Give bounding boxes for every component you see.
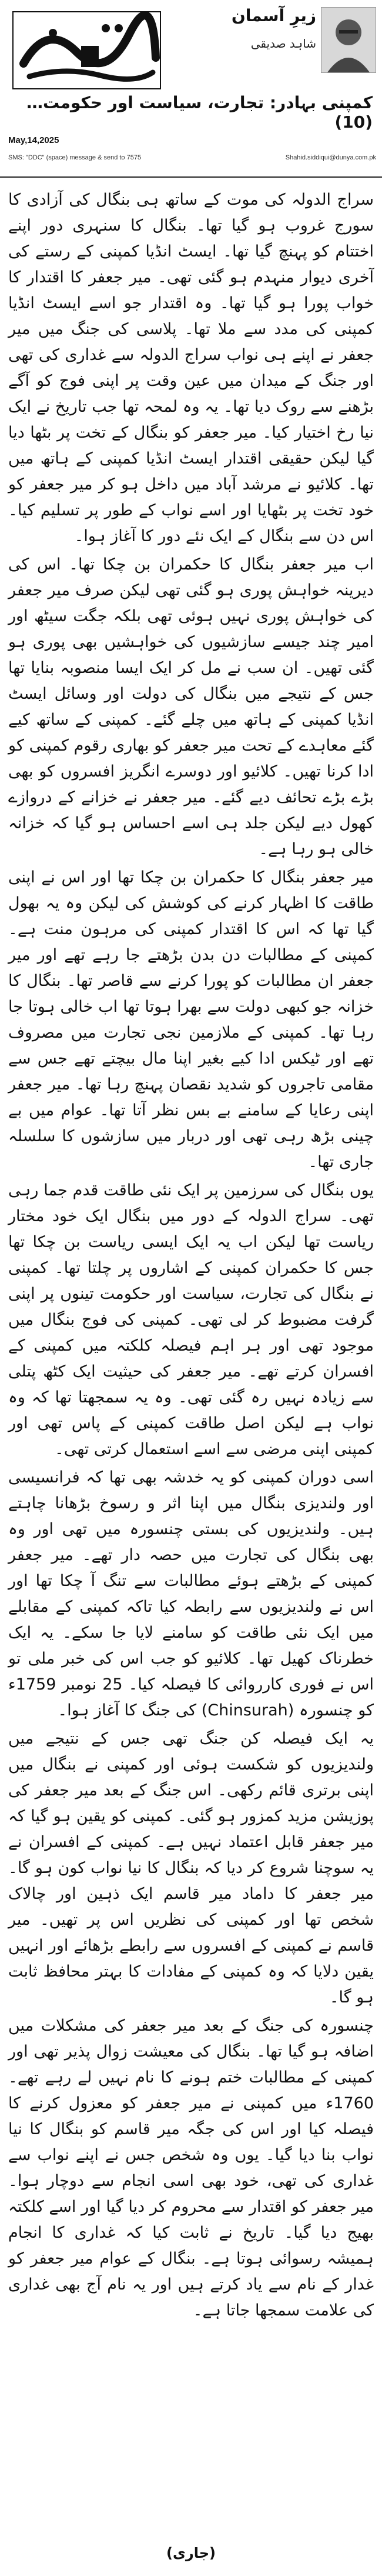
article-paragraph: یوں بنگال کی سرزمین پر ایک نئی طاقت قدم جما رہی تھی۔ سراج الدولہ کے دور میں بنگال ایک خود مختار ریاست تھا لیکن اب یہ ایک ایسی ریاست بن چکا تھا جس کا حکمران کمپنی کے اشاروں پر چلتا تھا۔ کمپنی نے بنگال کی تجارت، سیاست اور حکومت تینوں پر اپنی گرفت مضبوط کر لی تھی۔ کمپنی کی فوج بنگال میں موجود تھی اور ہر اہم فیصلہ کلکتہ میں کمپنی کے افسران کرتے تھے۔ میر جعفر کی حیثیت ایک کٹھ پتلی سے زیادہ نہیں رہ گئی تھی۔ وہ یہ سمجھتا تھا کہ وہ نواب ہے لیکن اصل طاقت کمپنی کے پاس تھی اور کمپنی اپنی مرضی سے اسے استعمال کرتی تھی۔ (8, 1181, 374, 1458)
author-email: Shahid.siddiqui@dunya.com.pk (285, 154, 376, 161)
newspaper-logo (12, 11, 162, 90)
article-paragraph: چنسورہ کی جنگ کے بعد میر جعفر کی مشکلات میں اضافہ ہو گیا تھا۔ بنگال کی معیشت زوال پذیر تھی اور کمپنی کے مطالبات ختم ہونے کا نام نہیں لے رہے تھے۔ 1760ء میں کمپنی نے میر جعفر کو معزول کرنے کا فیصلہ کیا اور اس کی جگہ میر قاسم کو بنگال کا نیا نواب بنا دیا گیا۔ یوں وہ شخص جس نے اپنے نواب سے غداری کی تھی، خود بھی اسی انجام سے دوچار ہوا۔ میر جعفر کو اقتدار سے محروم کر دیا گیا اور اسے کلکتہ بھیج دیا گیا۔ تاریخ نے ثابت کیا کہ غداری کا انجام ہمیشہ رسوائی ہوتا ہے۔ بنگال کے عوام میر جعفر کو غدار کے نام سے یاد کرتے ہیں اور یہ نام آج بھی غداری کی علامت سمجھا جاتا ہے۔ (8, 2017, 374, 2320)
publish-date: May,14,2025 (8, 135, 59, 145)
article-paragraph: سراج الدولہ کی موت کے ساتھ ہی بنگال کی آزادی کا سورج غروب ہو گیا تھا۔ بنگال کا سنہری دور اپنے اختتام کو پہنچ گیا تھا۔ ایسٹ انڈیا کمپنی کے رستے کی آخری دیوار منہدم ہو گئی تھی۔ میر جعفر کا اقتدار کا خواب پورا ہو گیا تھا۔ وہ اقتدار جو اسے ایسٹ انڈیا کمپنی کی مدد سے ملا تھا۔ پلاسی کی جنگ میں میر جعفر نے اپنے ہی نواب سراج الدولہ سے غداری کی تھی اور جنگ کے میدان میں عین وقت پر اپنی فوج کو آگے بڑھنے سے روک دیا تھا۔ یہ وہ لمحہ تھا جب تاریخ نے ایک نیا رخ اختیار کیا۔ میر جعفر کو بنگال کے تخت پر بٹھا دیا گیا لیکن حقیقی اقتدار ایسٹ انڈیا کمپنی کے ہاتھ میں تھا۔ کلائیو نے مرشد آباد میں داخل ہو کر میر جعفر کو خود تخت پر بٹھایا اور اسے نواب کے طور پر تسلیم کیا۔ اس دن سے بنگال کے ایک نئے دور کا آغاز ہوا۔ (8, 191, 374, 545)
author-photo (321, 7, 376, 73)
column-header (0, 0, 382, 178)
author-portrait-icon (321, 8, 376, 72)
article-paragraph: میر جعفر بنگال کا حکمران بن چکا تھا اور اس نے اپنی طاقت کا اظہار کرنے کی کوشش کی لیکن وہ یہ بھول گیا تھا کہ اس کا اقتدار کمپنی کی مرہون منت ہے۔ کمپنی کے مطالبات دن بدن بڑھتے جا رہے تھے اور میر جعفر ان مطالبات کو پورا کرنے سے قاصر تھا۔ بنگال کا خزانہ جو کبھی دولت سے بھرا ہوتا تھا اب خالی ہوتا جا رہا تھا۔ کمپنی کے ملازمین نجی تجارت میں مصروف تھے اور ٹیکس ادا کیے بغیر اپنا مال بیچتے تھے جس سے مقامی تاجروں کو شدید نقصان پہنچ رہا تھا۔ میر جعفر اپنی رعایا کے سامنے بے بس نظر آتا تھا۔ عوام میں بے چینی بڑھ رہی تھی اور دربار میں سازشوں کا سلسلہ جاری تھا۔ (8, 868, 374, 1171)
article-paragraph: اسی دوران کمپنی کو یہ خدشہ بھی تھا کہ فرانسیسی اور ولندیزی بنگال میں اپنا اثر و رسوخ بڑھانا چاہتے ہیں۔ ولندیزیوں کی بستی چنسورہ میں تھی اور وہ بھی بنگال کی تجارت میں حصہ دار تھے۔ میر جعفر کمپنی کے بڑھتے ہوئے مطالبات سے تنگ آ چکا تھا اور اس نے ولندیزیوں سے رابطہ کیا تاکہ کمپنی کے مقابلے میں ایک نئی طاقت کو سامنے لایا جا سکے۔ یہ ایک خطرناک کھیل تھا۔ کلائیو کو جب اس کی خبر ملی تو اس نے فوری کارروائی کا فیصلہ کیا۔ 25 نومبر 1759ء کو چنسورہ (Chinsurah) کی جنگ کا آغاز ہوا۔ (8, 1468, 374, 1719)
continued-marker: (جاری) (166, 2545, 216, 2561)
column-name: زیرِ آسمان (231, 6, 316, 25)
article-body (8, 187, 374, 2326)
article-paragraph: اب میر جعفر بنگال کا حکمران بن چکا تھا۔ اس کی دیرینہ خواہش پوری ہو گئی تھی لیکن صرف میر جعفر کی خواہش پوری نہیں ہوئی تھی بلکہ جگت سیٹھ اور امیر چند جیسے سازشیوں کی خواہشیں بھی پوری ہو گئی تھیں۔ ان سب نے مل کر ایک ایسا منصوبہ بنایا تھا جس کے نتیجے میں بنگال کی دولت اور وسائل ایسٹ انڈیا کمپنی کے ہاتھ میں چلے گئے۔ کمپنی کے ساتھ کیے گئے معاہدے کے تحت میر جعفر کو بھاری رقوم کمپنی کو ادا کرنا تھیں۔ کلائیو اور دوسرے انگریز افسروں کو بھی بڑے بڑے تحائف دیے گئے۔ میر جعفر نے خزانے کے دروازے کھول دیے لیکن جلد ہی اسے احساس ہو گیا کہ خزانہ خالی ہو رہا ہے۔ (8, 555, 374, 858)
article-paragraph: یہ ایک فیصلہ کن جنگ تھی جس کے نتیجے میں ولندیزیوں کو شکست ہوئی اور کمپنی نے بنگال میں اپنی برتری قائم رکھی۔ اس جنگ کے بعد میر جعفر کی پوزیشن مزید کمزور ہو گئی۔ کمپنی کو یقین ہو گیا کہ میر جعفر قابل اعتماد نہیں ہے۔ کمپنی کے افسران نے یہ سوچنا شروع کر دیا کہ بنگال کا نیا نواب کون ہو گا۔ میر جعفر کا داماد میر قاسم ایک ذہین اور چالاک شخص تھا اور کمپنی کی نظریں اس پر تھیں۔ میر قاسم نے کمپنی کے افسروں سے رابطے بڑھائے اور انہیں یقین دلایا کہ وہ کمپنی کے مفادات کا بہتر محافظ ثابت ہو گا۔ (8, 1729, 374, 2007)
sms-feedback-line: SMS: "DDC" (space) message & send to 7575 (8, 154, 142, 161)
dunya-logo-mark (12, 11, 162, 90)
article-headline: کمپنی بہادر: تجارت، سیاست اور حکومت…(10) (26, 93, 373, 132)
author-name: شاہد صدیقی (250, 36, 316, 51)
